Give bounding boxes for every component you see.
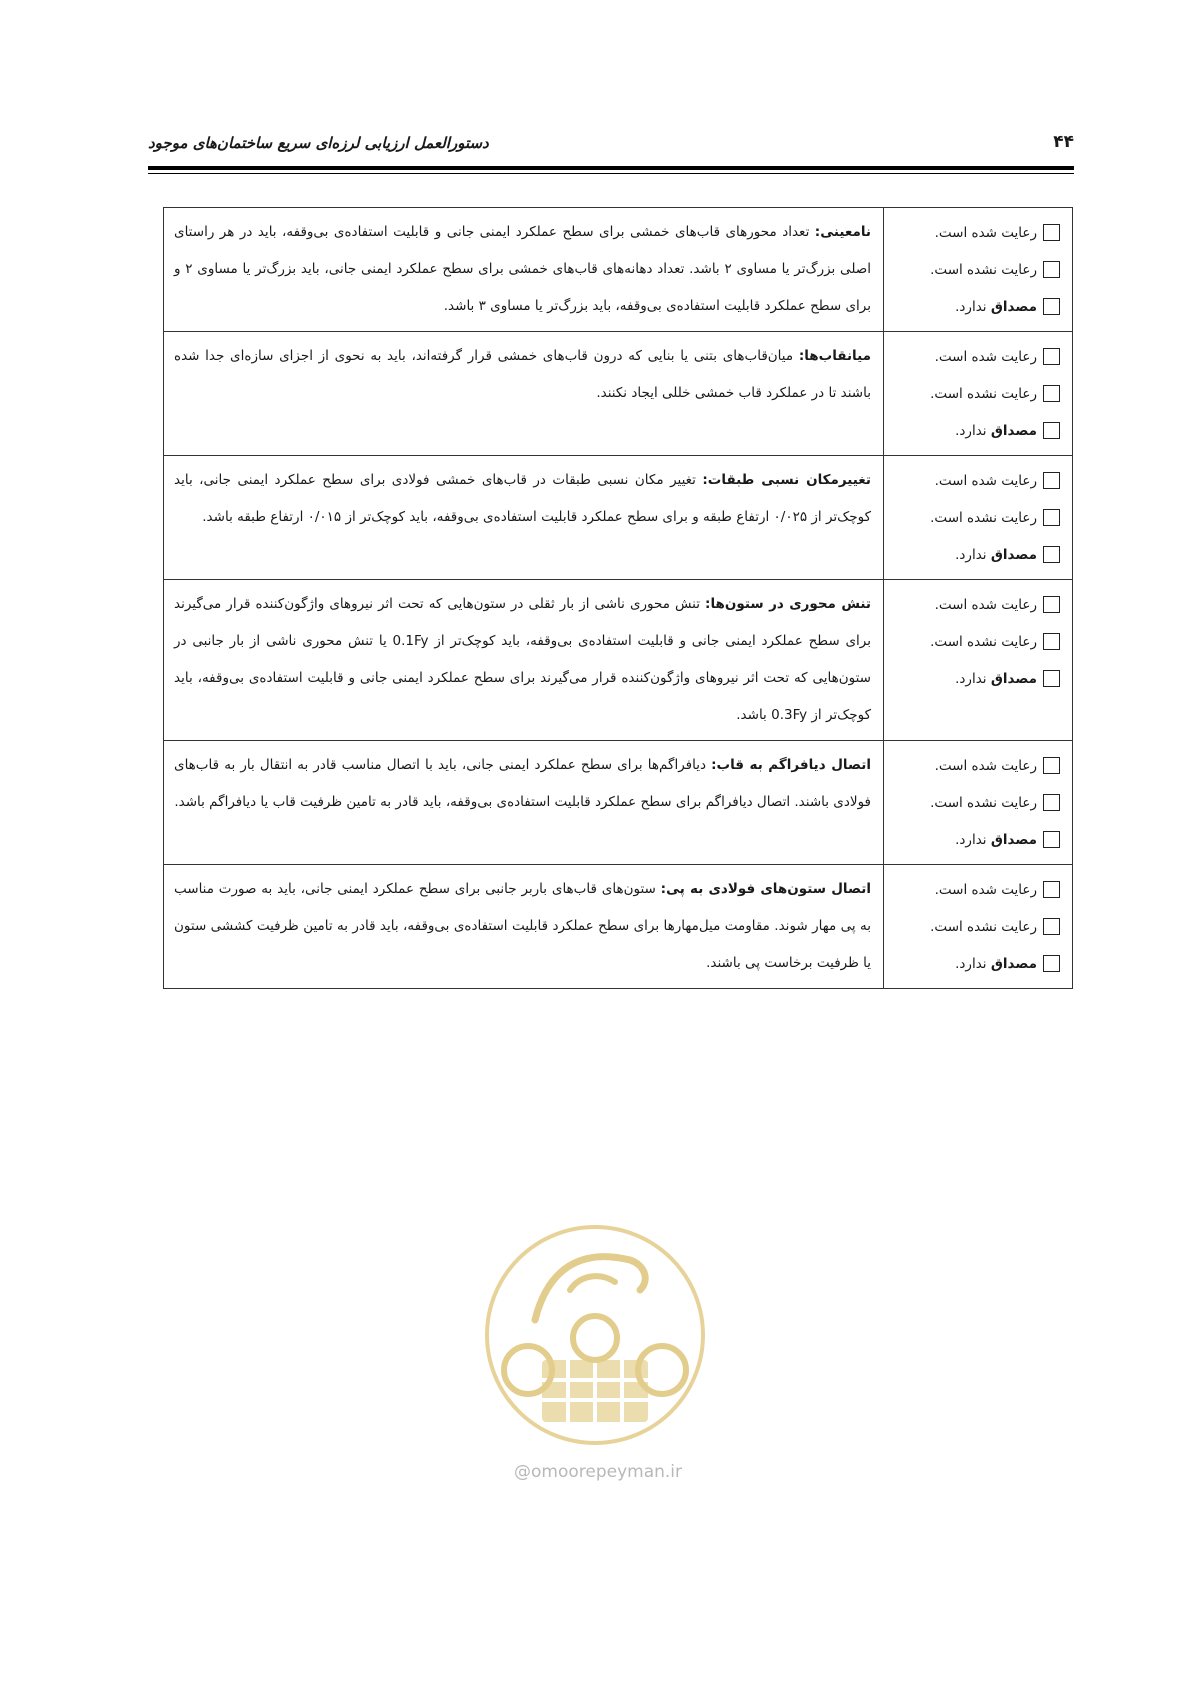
criterion-description — [164, 332, 884, 456]
criterion-term: تغییرمکان نسبی طبقات: — [702, 472, 872, 488]
na-label-word: مصداق — [990, 831, 1037, 848]
checklist-row — [164, 741, 1073, 865]
not-applicable-checkbox[interactable] — [1043, 831, 1060, 848]
complied-option[interactable] — [892, 747, 1060, 784]
complied-checkbox[interactable] — [1043, 348, 1060, 365]
not-complied-label: رعایت نشده است. — [930, 633, 1037, 650]
not-applicable-option[interactable] — [892, 536, 1060, 573]
na-label-suffix: ندارد. — [955, 422, 991, 439]
complied-checkbox[interactable] — [1043, 881, 1060, 898]
criterion-term: میانقاب‌ها: — [798, 348, 871, 364]
na-label-word: مصداق — [990, 955, 1037, 972]
criterion-term: تنش محوری در ستون‌ها: — [705, 596, 871, 612]
header-rule-thick — [148, 166, 1074, 170]
not-applicable-option[interactable] — [892, 660, 1060, 697]
complied-option[interactable] — [892, 214, 1060, 251]
not-applicable-label — [955, 671, 1037, 687]
na-label-word: مصداق — [990, 298, 1037, 315]
complied-option[interactable] — [892, 586, 1060, 623]
complied-label: رعایت شده است. — [934, 472, 1037, 489]
na-label-suffix: ندارد. — [955, 546, 991, 563]
complied-checkbox[interactable] — [1043, 596, 1060, 613]
not-applicable-label — [955, 832, 1037, 848]
running-title: دستورالعمل ارزیابی لرزه‌ای سریع ساختمان‌های موجود — [148, 134, 489, 152]
not-complied-option[interactable] — [892, 908, 1060, 945]
not-complied-checkbox[interactable] — [1043, 509, 1060, 526]
not-applicable-checkbox[interactable] — [1043, 422, 1060, 439]
complied-checkbox[interactable] — [1043, 224, 1060, 241]
not-applicable-option[interactable] — [892, 821, 1060, 858]
not-applicable-checkbox[interactable] — [1043, 670, 1060, 687]
not-applicable-label — [955, 956, 1037, 972]
complied-label: رعایت شده است. — [934, 348, 1037, 365]
compliance-options — [884, 865, 1073, 989]
checklist-row — [164, 208, 1073, 332]
criterion-text: تنش محوری ناشی از بار ثقلی در ستون‌هایی که تحت اثر نیروهای واژگون‌کننده قرار می‌گیرند برای سطح عملکرد ایمنی جانی و قابلیت استفاده‌ی بی‌وقفه، باید کوچک‌تر از 0.1Fy یا تنش محوری ناشی از بار جانبی در ستون‌هایی که تحت اثر نیروهای واژگون‌کننده قرار می‌گیرند برای سطح عملکرد ایمنی جانی و قابلیت استفاده‌ی بی‌وقفه، باید کوچک‌تر از 0.3Fy باشد. — [174, 596, 871, 723]
criterion-term: اتصال دیافراگم به قاب: — [711, 757, 871, 773]
not-applicable-option[interactable] — [892, 288, 1060, 325]
na-label-word: مصداق — [990, 422, 1037, 439]
not-complied-option[interactable] — [892, 499, 1060, 536]
na-label-word: مصداق — [990, 546, 1037, 563]
compliance-options — [884, 741, 1073, 865]
not-complied-checkbox[interactable] — [1043, 633, 1060, 650]
complied-label: رعایت شده است. — [934, 596, 1037, 613]
not-complied-label: رعایت نشده است. — [930, 918, 1037, 935]
checklist-row — [164, 580, 1073, 741]
not-complied-label: رعایت نشده است. — [930, 385, 1037, 402]
complied-option[interactable] — [892, 871, 1060, 908]
not-complied-checkbox[interactable] — [1043, 261, 1060, 278]
checklist-row — [164, 865, 1073, 989]
criterion-description — [164, 741, 884, 865]
not-complied-label: رعایت نشده است. — [930, 261, 1037, 278]
compliance-options — [884, 580, 1073, 741]
na-label-word: مصداق — [990, 670, 1037, 687]
na-label-suffix: ندارد. — [955, 670, 991, 687]
not-applicable-label — [955, 423, 1037, 439]
not-applicable-checkbox[interactable] — [1043, 546, 1060, 563]
compliance-options — [884, 332, 1073, 456]
not-applicable-option[interactable] — [892, 412, 1060, 449]
checklist-row — [164, 456, 1073, 580]
complied-checkbox[interactable] — [1043, 757, 1060, 774]
na-label-suffix: ندارد. — [955, 831, 991, 848]
criterion-description — [164, 456, 884, 580]
na-label-suffix: ندارد. — [955, 955, 991, 972]
page-number: ۴۴ — [1053, 132, 1074, 152]
not-applicable-option[interactable] — [892, 945, 1060, 982]
checklist-row — [164, 332, 1073, 456]
complied-label: رعایت شده است. — [934, 224, 1037, 241]
criterion-text: ستون‌های قاب‌های باربر جانبی برای سطح عملکرد ایمنی جانی، باید به صورت مناسب به پی مهار شوند. مقاومت میل‌مهارها برای سطح عملکرد قابلیت استفاده‌ی بی‌وقفه، باید قادر به تامین ظرفیت کششی ستون یا ظرفیت برخاست پی باشند. — [174, 881, 871, 971]
complied-option[interactable] — [892, 338, 1060, 375]
criterion-description — [164, 580, 884, 741]
not-complied-option[interactable] — [892, 623, 1060, 660]
criterion-description — [164, 208, 884, 332]
checklist-table — [163, 207, 1073, 989]
not-complied-checkbox[interactable] — [1043, 385, 1060, 402]
not-complied-checkbox[interactable] — [1043, 794, 1060, 811]
not-complied-checkbox[interactable] — [1043, 918, 1060, 935]
omoorepeyman-stamp-logo — [480, 1220, 710, 1450]
website-watermark: @omoorepeyman.ir — [513, 1462, 683, 1482]
complied-label: رعایت شده است. — [934, 881, 1037, 898]
page-header — [148, 128, 1074, 178]
criterion-text: تغییر مکان نسبی طبقات در قاب‌های خمشی فولادی برای سطح عملکرد ایمنی جانی، باید کوچک‌تر از ۰/۰۲۵ ارتفاع طبقه و برای سطح عملکرد قابلیت استفاده‌ی بی‌وقفه، باید کوچک‌تر از ۰/۰۱۵ ارتفاع طبقه باشد. — [174, 472, 871, 525]
criterion-text: تعداد محورهای قاب‌های خمشی برای سطح عملکرد ایمنی جانی و قابلیت استفاده‌ی بی‌وقفه، باید در هر راستای اصلی بزرگ‌تر یا مساوی ۲ باشد. تعداد دهانه‌های قاب‌های خمشی برای سطح عملکرد ایمنی جانی، باید بزرگ‌تر یا مساوی ۲ و برای سطح عملکرد قابلیت استفاده‌ی بی‌وقفه، باید بزرگ‌تر یا مساوی ۳ باشد. — [174, 224, 871, 314]
not-applicable-label — [955, 547, 1037, 563]
criterion-text: میان‌قاب‌های بتنی یا بنایی که درون قاب‌های خمشی قرار گرفته‌اند، باید به نحوی از اجزای سازه‌ای جدا شده باشند تا در عملکرد قاب خمشی خللی ایجاد نکنند. — [174, 348, 871, 401]
not-complied-option[interactable] — [892, 784, 1060, 821]
complied-option[interactable] — [892, 462, 1060, 499]
na-label-suffix: ندارد. — [955, 298, 991, 315]
criterion-description — [164, 865, 884, 989]
criterion-term: نامعینی: — [814, 224, 871, 240]
header-rule-thin — [148, 173, 1074, 174]
compliance-options — [884, 456, 1073, 580]
criterion-term: اتصال ستون‌های فولادی به پی: — [660, 881, 871, 897]
not-applicable-checkbox[interactable] — [1043, 298, 1060, 315]
not-complied-label: رعایت نشده است. — [930, 794, 1037, 811]
compliance-options — [884, 208, 1073, 332]
not-complied-label: رعایت نشده است. — [930, 509, 1037, 526]
not-applicable-label — [955, 299, 1037, 315]
criterion-text: دیافراگم‌ها برای سطح عملکرد ایمنی جانی، باید با اتصال مناسب قادر به انتقال بار به قاب‌های فولادی باشند. اتصال دیافراگم برای سطح عملکرد قابلیت استفاده‌ی بی‌وقفه، باید قادر به تامین ظرفیت قاب یا دیافراگم باشد. — [174, 757, 871, 810]
not-complied-option[interactable] — [892, 251, 1060, 288]
not-applicable-checkbox[interactable] — [1043, 955, 1060, 972]
not-complied-option[interactable] — [892, 375, 1060, 412]
complied-label: رعایت شده است. — [934, 757, 1037, 774]
complied-checkbox[interactable] — [1043, 472, 1060, 489]
